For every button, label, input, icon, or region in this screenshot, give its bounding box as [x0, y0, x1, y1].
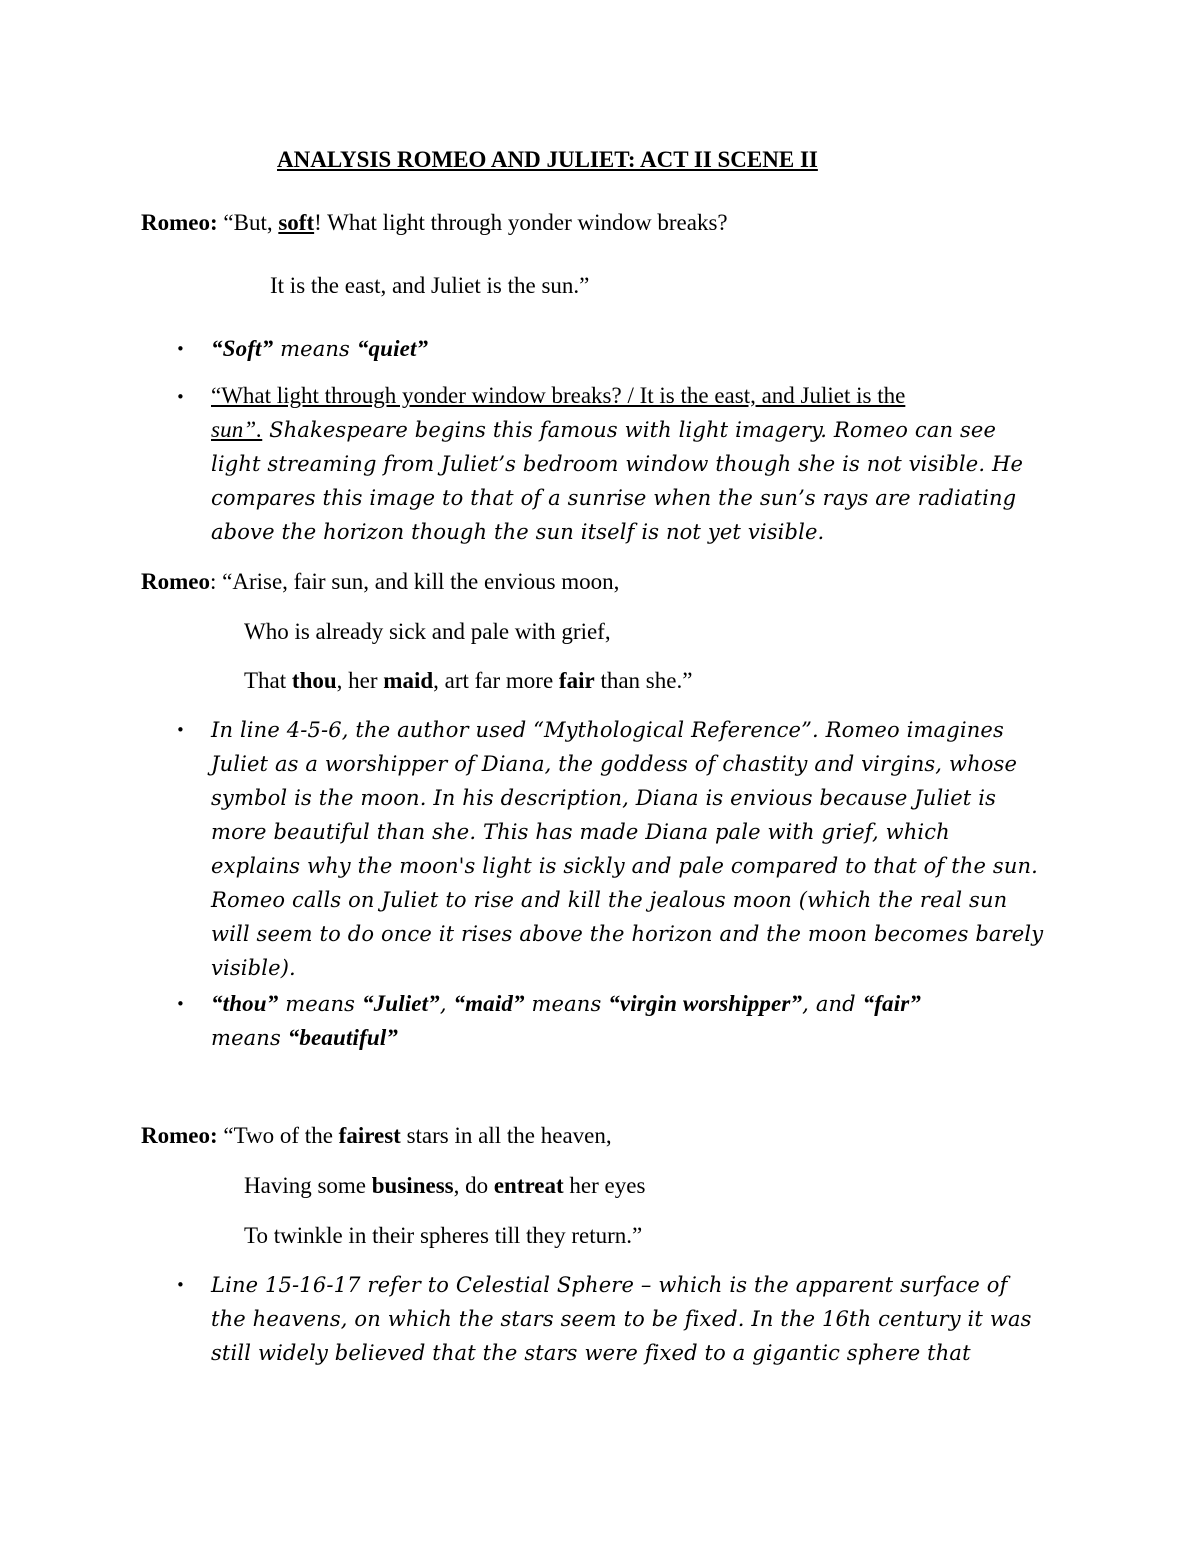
speaker-label: Romeo — [141, 569, 210, 594]
quote-3-line-3: To twinkle in their spheres till they return.” — [244, 1223, 643, 1248]
bullet-text: , and — [802, 992, 863, 1016]
bullet-marker: • — [176, 995, 185, 1013]
quote-3-line-2 — [244, 1173, 645, 1199]
bullet-2-line-3: light streaming from Juliet’s bedroom window though she is not visible. He — [211, 452, 1024, 476]
quote-text: her eyes — [563, 1173, 646, 1198]
speaker-label: Romeo: — [141, 210, 218, 235]
quote-1-line-2: It is the east, and Juliet is the sun.” — [270, 273, 590, 298]
term-virgin-worshipper: “virgin worshipper” — [608, 991, 803, 1016]
quote-3-line-1 — [141, 1123, 612, 1149]
bullet-marker: • — [176, 1276, 185, 1294]
keyword-business: business — [371, 1173, 454, 1198]
term-quiet: “quiet” — [356, 336, 429, 361]
bullet-marker: • — [176, 721, 185, 739]
bullet-4-line-2 — [211, 1025, 398, 1051]
bullet-1-text — [211, 336, 428, 362]
quote-text: “Two of the — [217, 1123, 339, 1148]
quote-text: “Arise, fair sun, and kill the envious moon, — [216, 569, 620, 594]
keyword-thou: thou — [291, 668, 337, 693]
term-juliet: “Juliet” — [361, 991, 440, 1016]
quote-2-line-3 — [244, 668, 692, 694]
document-title: ANALYSIS ROMEO AND JULIET: ACT II SCENE II — [277, 147, 818, 172]
quote-text: , her — [336, 668, 384, 693]
quote-text: Having some — [244, 1173, 372, 1198]
bullet-5-line-2: the heavens, on which the stars seem to be fixed. In the 16th century it was — [211, 1307, 1032, 1331]
bullet-2-line-5: above the horizon though the sun itself is not yet visible. — [211, 520, 825, 544]
bullet-3-line-8: visible). — [211, 956, 296, 980]
quote-text: “But, — [223, 210, 279, 235]
bullet-3-line-4: more beautiful than she. This has made Diana pale with grief, which — [211, 820, 950, 844]
keyword-fair: fair — [558, 668, 595, 693]
quote-2-line-1 — [141, 569, 619, 595]
keyword-soft: soft — [278, 210, 315, 235]
quote-text: That — [244, 668, 292, 693]
bullet-text: , — [439, 992, 454, 1016]
bullet-5-line-3: still widely believed that the stars were fixed to a gigantic sphere that — [211, 1341, 971, 1365]
term-fair: “fair” — [862, 991, 921, 1016]
bullet-2-quote-end: sun”. — [211, 417, 263, 442]
speaker-colon: : — [209, 569, 217, 594]
keyword-entreat: entreat — [493, 1173, 564, 1198]
speaker-label: Romeo: — [141, 1123, 218, 1148]
bullet-4-line-1 — [211, 991, 921, 1017]
bullet-3-line-2: Juliet as a worshipper of Diana, the goddess of chastity and virgins, whose — [211, 752, 1018, 776]
quote-text: , art far more — [433, 668, 559, 693]
bullet-marker: • — [176, 340, 185, 358]
bullet-text: means — [524, 992, 609, 1016]
term-thou: “thou” — [211, 991, 279, 1016]
quote-text: ! What light through yonder window breaks? — [314, 210, 728, 235]
quote-1-line-1 — [141, 210, 728, 236]
bullet-2-quote-line: “What light through yonder window breaks? / It is the east, and Juliet is the — [211, 383, 906, 408]
term-soft: “Soft” — [211, 336, 274, 361]
quote-text: , do — [453, 1173, 494, 1198]
bullet-3-line-7: will seem to do once it rises above the horizon and the moon becomes barely — [211, 922, 1044, 946]
bullet-text: Shakespeare begins this famous with light imagery. Romeo can see — [262, 418, 997, 442]
bullet-3-line-5: explains why the moon's light is sickly and pale compared to that of the sun. — [211, 854, 1038, 878]
bullet-5-line-1: Line 15-16-17 refer to Celestial Sphere – which is the apparent surface of — [211, 1273, 1008, 1297]
bullet-3-line-1: In line 4-5-6, the author used “Mythological Reference”. Romeo imagines — [211, 718, 1004, 742]
keyword-fairest: fairest — [338, 1123, 401, 1148]
bullet-3-line-6: Romeo calls on Juliet to rise and kill the jealous moon (which the real sun — [211, 888, 1008, 912]
quote-2-line-2: Who is already sick and pale with grief, — [244, 619, 611, 644]
term-maid: “maid” — [453, 991, 525, 1016]
quote-text: than she.” — [594, 668, 693, 693]
bullet-2-line-4: compares this image to that of a sunrise when the sun’s rays are radiating — [211, 486, 1017, 510]
bullet-2-line-2 — [211, 417, 996, 443]
keyword-maid: maid — [383, 668, 434, 693]
bullet-marker: • — [176, 388, 185, 406]
quote-text: stars in all the heaven, — [400, 1123, 612, 1148]
term-beautiful: “beautiful” — [287, 1025, 399, 1050]
bullet-text: means — [211, 1026, 288, 1050]
bullet-text: means — [273, 337, 357, 361]
bullet-text: means — [278, 992, 362, 1016]
bullet-3-line-3: symbol is the moon. In his description, Diana is envious because Juliet is — [211, 786, 996, 810]
